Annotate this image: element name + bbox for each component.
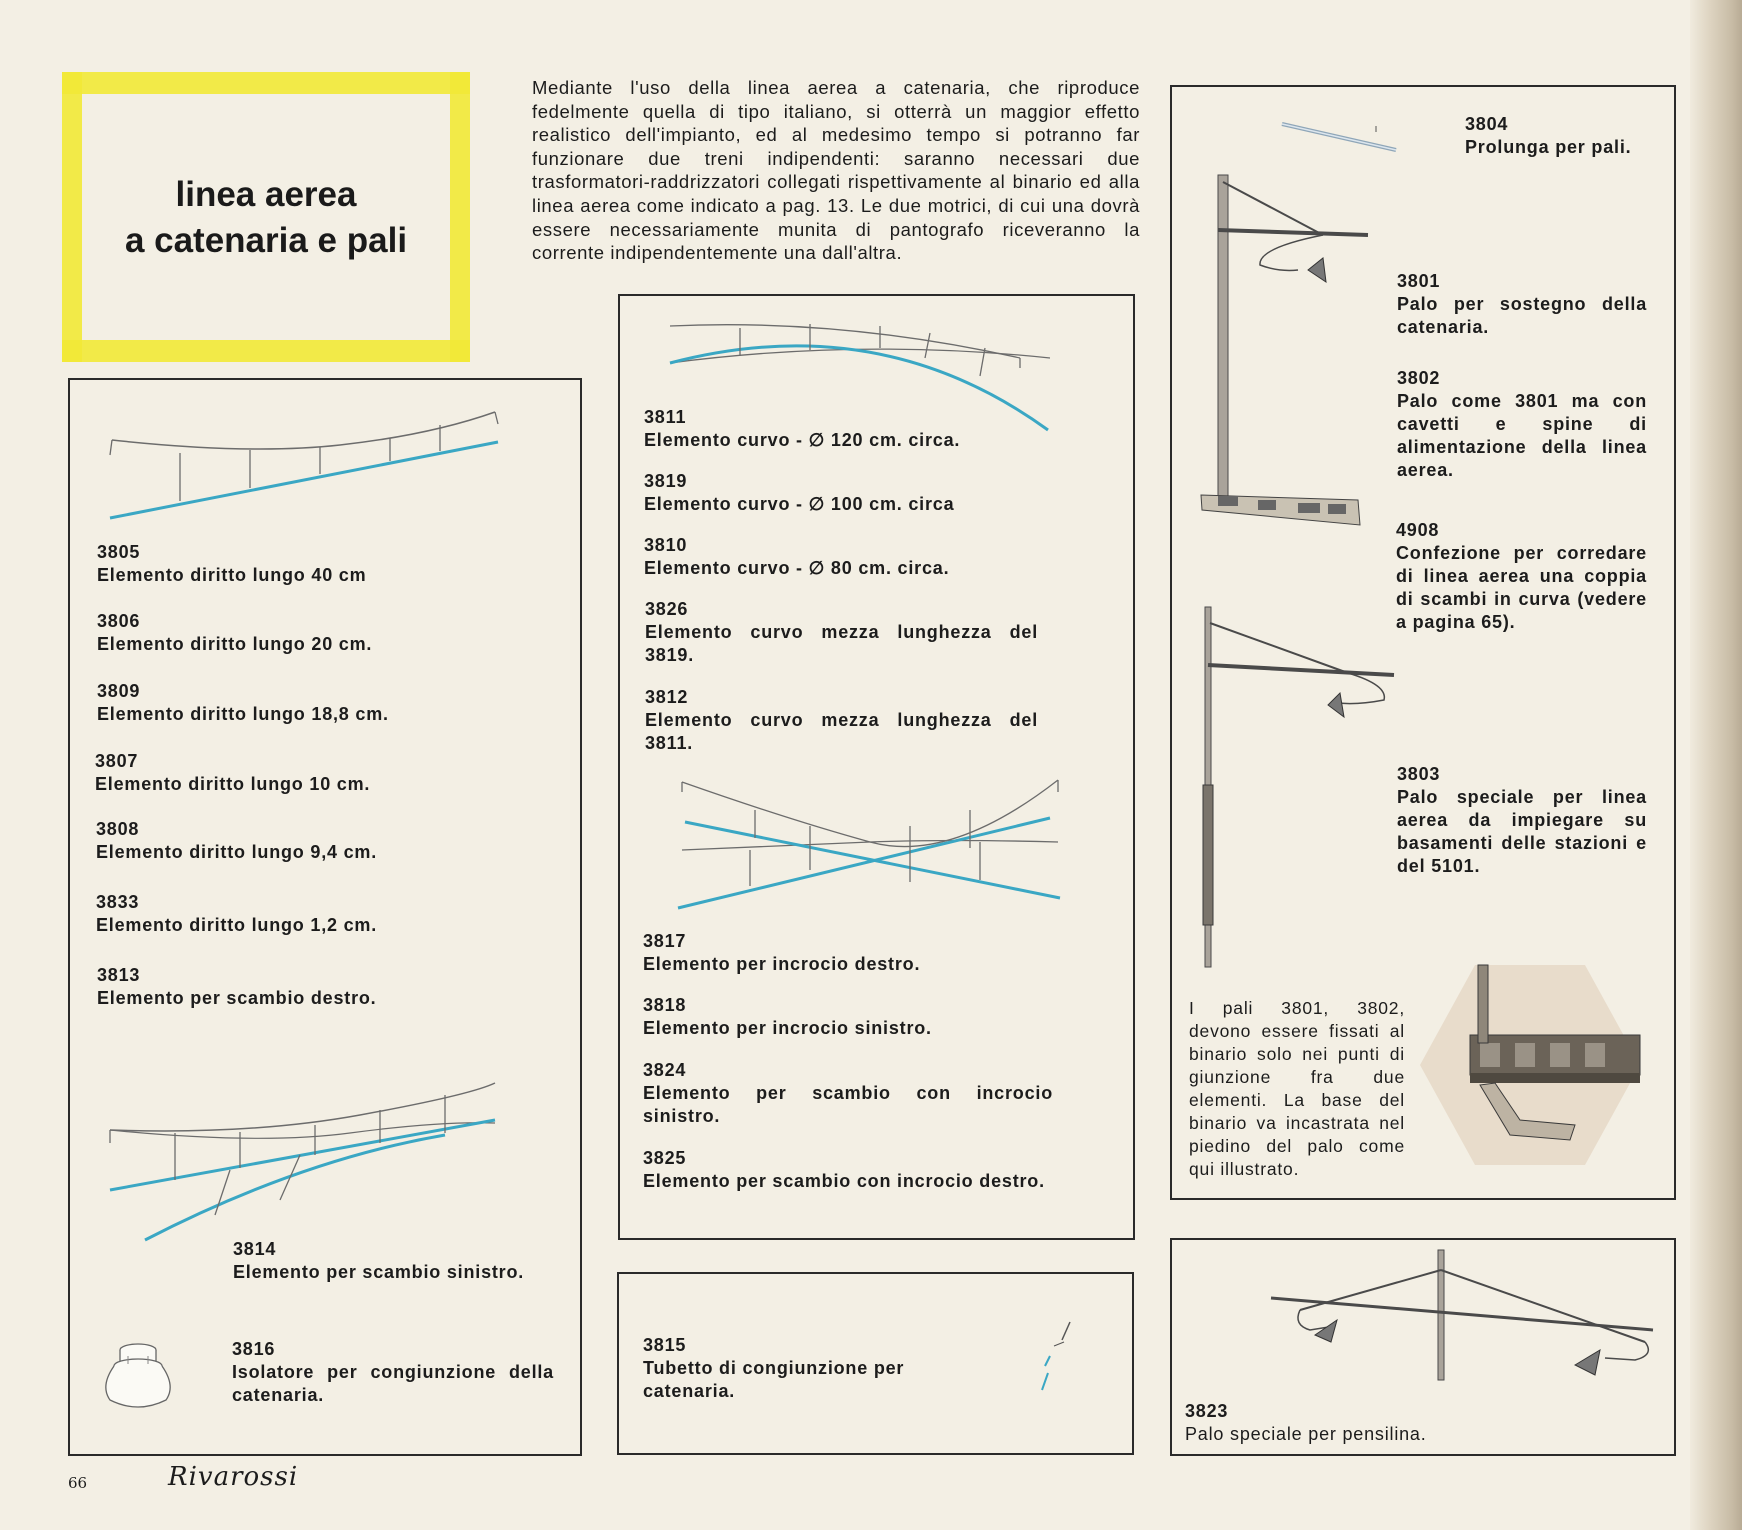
item-description: Palo speciale per pensilina. [1185,1424,1427,1444]
item-description: Elemento curvo mezza lunghezza del 3819. [645,622,1038,665]
item-code: 3825 [643,1148,687,1168]
item-code: 3801 [1397,271,1441,291]
item-description: Elemento per incrocio sinistro. [643,1018,932,1038]
mounting-note: I pali 3801, 3802, devono essere fissati al binario solo nei punti di giunzione fra due elementi. La base del binario va incastrata nel piedino del palo come qui illustrato. [1189,998,1405,1179]
item-description: Elemento per scambio con incrocio destro. [643,1171,1045,1191]
item-code: 3810 [644,535,688,555]
item-description: Palo speciale per linea aerea da impiegare su basamenti delle stazioni e del 5101. [1397,787,1647,876]
page-spine-shadow [1690,0,1742,1530]
item-3823 [1185,1400,1635,1446]
item-code: 3814 [233,1239,277,1259]
item-description: Elemento curvo - ∅ 120 cm. circa. [644,430,961,450]
item-description: Isolatore per congiunzione della catenaria. [232,1362,554,1405]
item-3801 [1397,270,1647,339]
item-3805 [97,541,557,587]
brand-logo: Rivarossi [168,1462,299,1492]
item-3803 [1397,763,1647,878]
item-3809 [97,680,557,726]
page-title [62,172,470,264]
item-code: 3803 [1397,764,1441,784]
item-code: 3823 [1185,1401,1229,1421]
item-description: Elemento per incrocio destro. [643,954,921,974]
item-code: 3813 [97,965,141,985]
item-code: 3824 [643,1060,687,1080]
item-code: 3807 [95,751,139,771]
item-3807 [95,750,555,796]
switch-element-illustration [100,1075,510,1245]
special-pole-illustration [1198,605,1398,975]
item-description: Palo per sostegno della catenaria. [1397,294,1647,337]
intro-paragraph: Mediante l'uso della linea aerea a catenaria, che riproduce fedelmente quella di tipo italiano, si otterrà un maggior effetto realistico dell'impianto, ed al medesimo tempo si potranno far funzionare due treni indipendenti: saranno necessari due trasformatori-raddrizzatori collegati rispettivamente al binario ed alla linea aerea come indicato a pag. 13. Le due motrici, di cui una dovrà essere necessariamente munita di pantografo riceveranno la corrente indipendentemente una dall'altra. [532,77,1140,264]
item-code: 3809 [97,681,141,701]
item-3816 [232,1338,554,1407]
item-description: Elemento curvo mezza lunghezza del 3811. [645,710,1038,753]
item-3806 [97,610,557,656]
item-3817 [643,930,1103,976]
item-description: Elemento diritto lungo 1,2 cm. [96,915,378,935]
item-3811 [644,406,1104,452]
item-3815 [643,1334,943,1403]
item-3802 [1397,367,1647,482]
title-line-2: a catenaria e pali [124,221,408,260]
item-3804 [1465,113,1647,159]
item-code: 4908 [1396,520,1440,540]
crossing-element-illustration [670,770,1070,915]
item-code: 3804 [1465,114,1509,134]
item-description: Elemento per scambio destro. [97,988,377,1008]
item-code: 3818 [643,995,687,1015]
catenary-pole-illustration [1198,170,1363,530]
item-3813 [97,964,557,1010]
item-description: Elemento diritto lungo 10 cm. [95,774,371,794]
item-3819 [644,470,1104,516]
item-3814 [233,1238,573,1284]
item-description: Elemento diritto lungo 18,8 cm. [97,704,389,724]
item-description: Elemento per scambio con incrocio sinistro. [643,1083,1053,1126]
item-code: 3817 [643,931,687,951]
item-3826 [645,598,1038,667]
title-highlight-bottom [62,340,470,362]
pole-base-detail-photo [1420,965,1640,1165]
item-description: Elemento per scambio sinistro. [233,1262,525,1282]
title-line-1: linea aerea [175,175,357,214]
item-description: Elemento curvo - ∅ 100 cm. circa [644,494,955,514]
pole-extension-illustration [1278,118,1403,158]
item-code: 3802 [1397,368,1441,388]
insulator-illustration [98,1338,178,1418]
item-4908 [1396,519,1647,634]
item-code: 3812 [645,687,689,707]
item-3824 [643,1059,1053,1128]
item-code: 3806 [97,611,141,631]
item-code: 3808 [96,819,140,839]
item-code: 3833 [96,892,140,912]
item-3833 [96,891,556,937]
item-code: 3816 [232,1339,276,1359]
item-description: Elemento diritto lungo 40 cm [97,565,367,585]
item-description: Elemento diritto lungo 20 cm. [97,634,373,654]
item-3808 [96,818,556,864]
item-description: Confezione per corredare di linea aerea una coppia di scambi in curva (vedere a pagina 65). [1396,543,1647,632]
item-code: 3826 [645,599,689,619]
item-3812 [645,686,1038,755]
item-3825 [643,1147,1053,1193]
item-code: 3805 [97,542,141,562]
item-3810 [644,534,1104,580]
straight-element-illustration [100,400,510,530]
item-code: 3815 [643,1335,687,1355]
item-code: 3819 [644,471,688,491]
item-code: 3811 [644,407,687,427]
item-description: Elemento curvo - ∅ 80 cm. circa. [644,558,950,578]
title-highlight-top [62,72,470,94]
joint-tube-illustration [1030,1318,1090,1398]
item-description: Prolunga per pali. [1465,137,1632,157]
title-box [62,72,470,362]
item-description: Tubetto di congiunzione per catenaria. [643,1358,905,1401]
item-description: Elemento diritto lungo 9,4 cm. [96,842,378,862]
item-description: Palo come 3801 ma con cavetti e spine di alimentazione della linea aerea. [1397,391,1647,480]
canopy-pole-illustration [1265,1250,1660,1385]
page-number: 66 [68,1474,88,1492]
item-3818 [643,994,1103,1040]
